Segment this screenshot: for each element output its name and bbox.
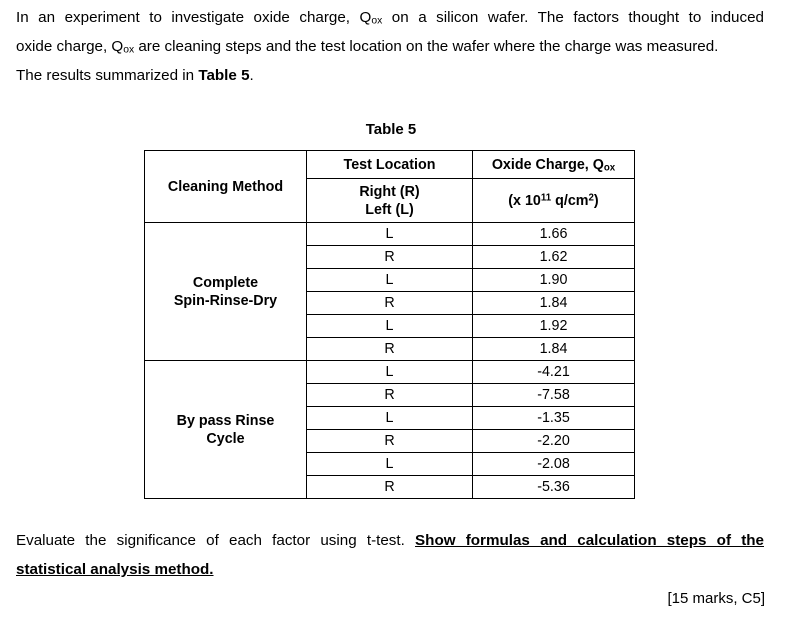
- test-location-cell: L: [307, 407, 473, 430]
- cleaning-method-cell: By pass Rinse Cycle: [145, 361, 307, 499]
- oxide-charge-cell: 1.92: [473, 315, 635, 338]
- oxide-charge-cell: -5.36: [473, 476, 635, 499]
- oxide-charge-cell: -1.35: [473, 407, 635, 430]
- oxide-charge-cell: 1.84: [473, 292, 635, 315]
- test-location-cell: R: [307, 430, 473, 453]
- oxide-charge-cell: -4.21: [473, 361, 635, 384]
- header-oxide-charge: Oxide Charge, $Q_{ox}$: [473, 151, 635, 179]
- test-location-cell: L: [307, 269, 473, 292]
- task-line-2: statistical analysis method.: [16, 561, 214, 578]
- test-location-cell: L: [307, 361, 473, 384]
- intro-line-1: In an experiment to investigate oxide charge, $Q_{ox}$ on a silicon wafer. The factors thought to induced: [16, 9, 764, 27]
- oxide-charge-cell: 1.66: [473, 223, 635, 246]
- test-location-cell: R: [307, 384, 473, 407]
- oxide-charge-cell: 1.90: [473, 269, 635, 292]
- header-unit: (x $10^{11}$ $q/cm^2$): [473, 179, 635, 223]
- header-location-codes: Right (R) Left (L): [307, 179, 473, 223]
- test-location-cell: R: [307, 246, 473, 269]
- oxide-charge-cell: -2.20: [473, 430, 635, 453]
- oxide-charge-cell: 1.62: [473, 246, 635, 269]
- marks-label: [15 marks, C5]: [667, 590, 765, 607]
- table-row: [145, 223, 635, 246]
- test-location-cell: R: [307, 476, 473, 499]
- header-test-location: Test Location: [307, 151, 473, 179]
- data-table: [144, 150, 635, 499]
- intro-line-3: The results summarized in Table 5.: [16, 67, 254, 84]
- cleaning-method-cell: Complete Spin-Rinse-Dry: [145, 223, 307, 361]
- test-location-cell: L: [307, 315, 473, 338]
- intro-paragraph: [16, 3, 764, 90]
- task-paragraph: [16, 526, 764, 584]
- oxide-charge-cell: 1.84: [473, 338, 635, 361]
- table-caption: Table 5: [365, 121, 417, 138]
- table-body: [145, 223, 635, 499]
- intro-line-2: oxide charge, $Q_{ox}$ are cleaning steps and the test location on the wafer where the charge was measured.: [16, 38, 719, 56]
- table-header-row: [145, 151, 635, 179]
- test-location-cell: R: [307, 338, 473, 361]
- test-location-cell: R: [307, 292, 473, 315]
- test-location-cell: L: [307, 453, 473, 476]
- header-cleaning-method: Cleaning Method: [145, 151, 307, 223]
- table-row: [145, 361, 635, 384]
- oxide-charge-cell: -2.08: [473, 453, 635, 476]
- task-line-1: Evaluate the significance of each factor using t-test. Show formulas and calculation steps of the: [16, 532, 764, 549]
- test-location-cell: L: [307, 223, 473, 246]
- oxide-charge-cell: -7.58: [473, 384, 635, 407]
